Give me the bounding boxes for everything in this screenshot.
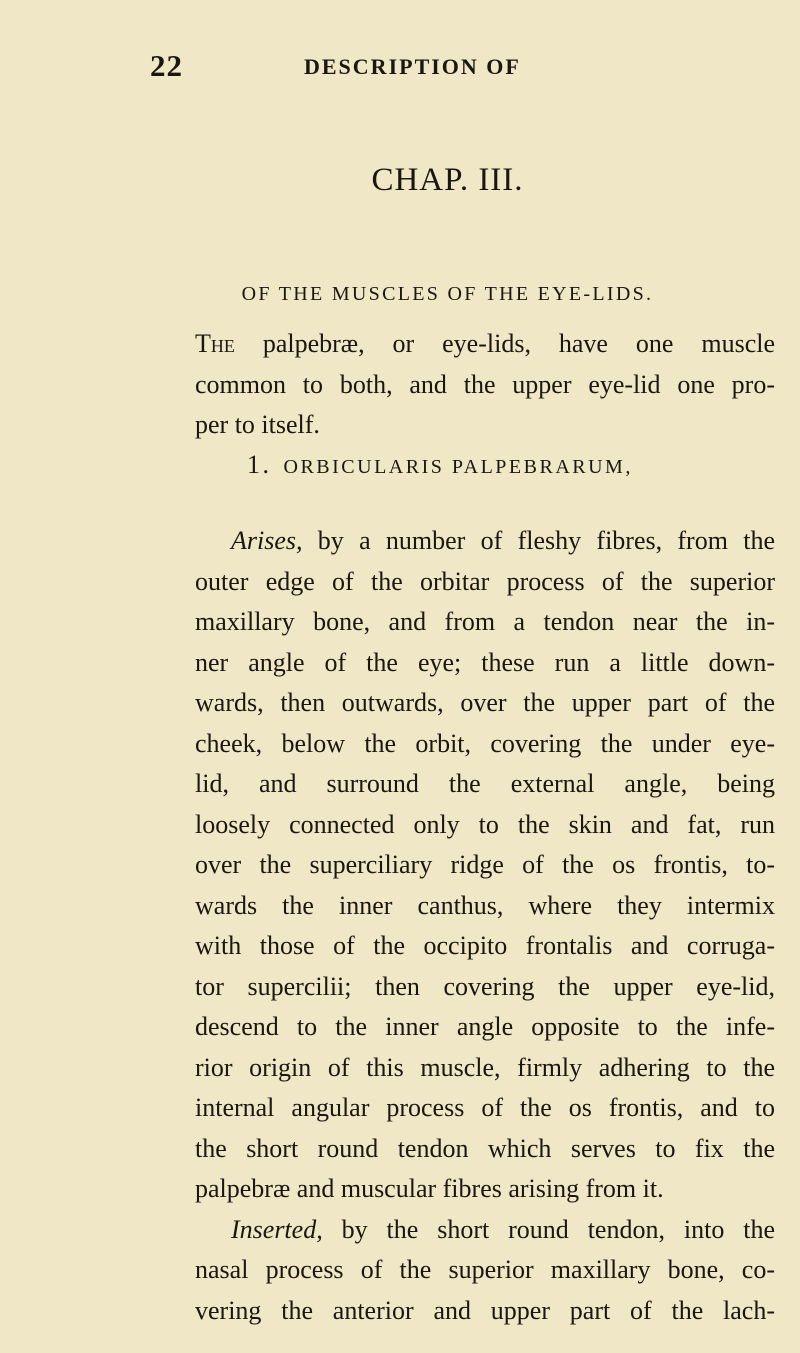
text-line: internal angular process of the os frontis, and to: [195, 1093, 775, 1122]
inserted-word: Inserted,: [231, 1214, 323, 1244]
running-title: DESCRIPTION OF: [304, 54, 521, 79]
text-line: with those of the occipito frontalis and corruga-: [195, 931, 775, 960]
text-line: vering the anterior and upper part of the lach-: [195, 1295, 775, 1325]
text-line: common to both, and the upper eye-lid one pro-: [195, 369, 775, 399]
text-line: lid, and surround the external angle, being: [195, 769, 775, 798]
arises-word: Arises,: [231, 526, 303, 555]
page-number: 22: [150, 48, 183, 83]
text-line: loosely connected only to the skin and fat, run: [195, 809, 775, 839]
line-text: by the short round tendon, into the: [322, 1214, 775, 1244]
text-line: tor supercilii; then covering the upper eye-lid,: [195, 971, 775, 1001]
section-heading: [247, 450, 633, 480]
text-line: cheek, below the orbit, covering the under eye-: [195, 728, 775, 758]
text-line: outer edge of the orbitar process of the superior: [195, 566, 775, 596]
text-line: palpebræ and muscular fibres arising from it.: [195, 1174, 664, 1203]
text-line: per to itself.: [195, 410, 320, 439]
running-head: [150, 48, 770, 88]
text-line: maxillary bone, and from a tendon near the in-: [195, 607, 775, 636]
body-paragraph: [195, 521, 775, 1331]
lead-word: The: [195, 329, 235, 358]
text-line: rior origin of this muscle, firmly adhering to the: [195, 1052, 775, 1082]
text-line: over the superciliary ridge of the os frontis, to-: [195, 850, 775, 879]
text-line: [195, 1210, 775, 1251]
text-line: wards the inner canthus, where they intermix: [195, 890, 775, 920]
text-line: ner angle of the eye; these run a little down-: [195, 647, 775, 677]
section-title: ORBICULARIS PALPEBRARUM,: [283, 456, 633, 478]
text-line: nasal process of the superior maxillary bone, co-: [195, 1255, 775, 1284]
line-text: by a number of fleshy fibres, from the: [302, 526, 775, 555]
chapter-subtitle: OF THE MUSCLES OF THE EYE-LIDS.: [241, 283, 654, 305]
text-line: [195, 521, 775, 562]
line-text: palpebræ, or eye-lids, have one muscle: [234, 329, 775, 358]
text-line: [195, 324, 775, 365]
chapter-title: CHAP. III.: [371, 162, 524, 198]
text-line: the short round tendon which serves to fix the: [195, 1133, 775, 1163]
text-line: wards, then outwards, over the upper part of the: [195, 688, 775, 717]
intro-paragraph: [195, 324, 775, 446]
text-line: descend to the inner angle opposite to the infe-: [195, 1012, 775, 1041]
section-number: 1.: [247, 450, 272, 479]
